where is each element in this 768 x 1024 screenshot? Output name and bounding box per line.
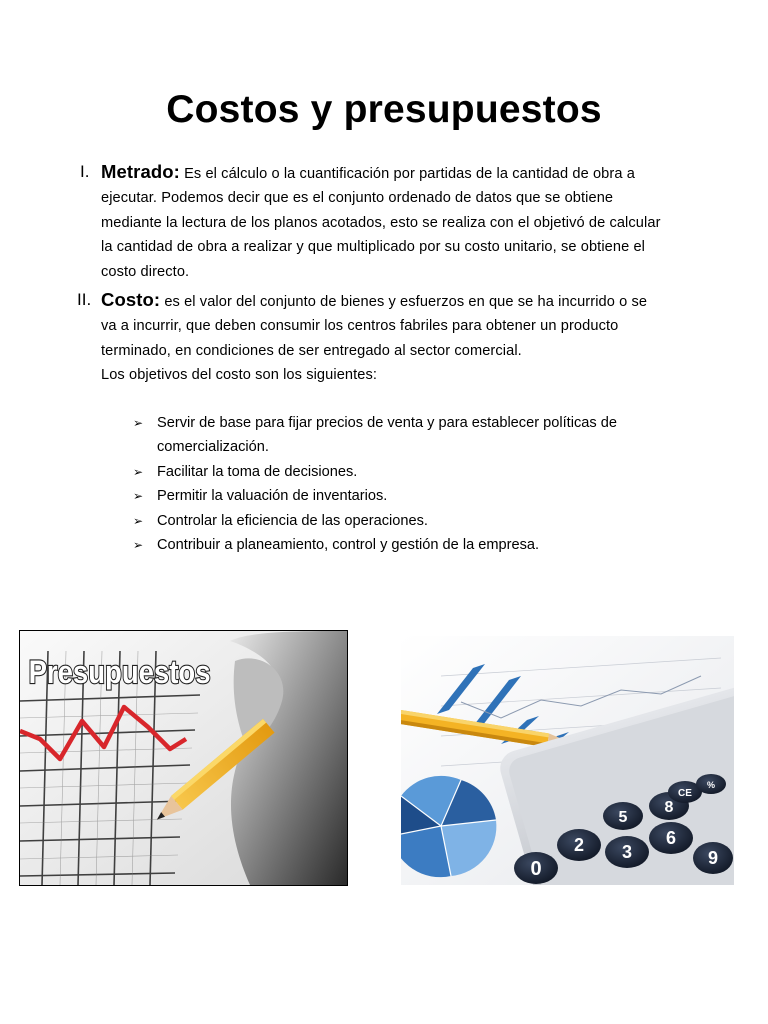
section-body [101, 160, 661, 284]
section-numeral: I. [80, 162, 90, 181]
list-item [133, 509, 673, 533]
calculator-key: 3 [621, 842, 633, 862]
charts-calculator-photo [401, 636, 734, 885]
calculator-key: 6 [665, 828, 677, 848]
calculator-key: 8 [664, 799, 674, 816]
arrow-bullet-icon: ➢ [133, 464, 144, 479]
objectives-list [133, 411, 673, 557]
list-item-text: Servir de base para fijar precios de venta y para establecer políticas de comercialización. [157, 415, 617, 456]
calculator-key: 2 [573, 835, 585, 855]
page-title: Costos y presupuestos [166, 88, 602, 131]
presupuestos-caption: Presupuestos [28, 655, 211, 691]
section-text: es el valor del conjunto de bienes y esfuerzos en que se ha incurrido o se va a incurrir, que deben consumir los centros fabriles para obtener un producto terminado, en condiciones de ser entregado al sector comercial. [101, 294, 648, 359]
list-item-text: Controlar la eficiencia de las operaciones. [157, 512, 428, 529]
section-term: Costo: [101, 289, 161, 310]
pencil-graph-illustration [20, 631, 347, 885]
arrow-bullet-icon: ➢ [133, 416, 144, 430]
calculator-key: 5 [618, 809, 628, 826]
list-item [133, 411, 673, 460]
list-item-text: Permitir la valuación de inventarios. [157, 488, 388, 505]
section-body [101, 288, 661, 388]
list-item-text: Facilitar la toma de decisiones. [157, 463, 358, 480]
arrow-bullet-icon: ➢ [133, 538, 144, 553]
section-text: Es el cálculo o la cuantificación por partidas de la cantidad de obra a ejecutar. Podemos decir que es el conjunto ordenado de datos que se obtiene mediante la lectura de los planos acotados, esto se realiza con el objetivó de calcular la cantidad de obra a realizar y que multiplicado por su costo unitario, se obtiene el costo directo. [101, 166, 661, 280]
calculator-key: % [706, 780, 716, 790]
list-item-text: Contribuir a planeamiento, control y gestión de la empresa. [157, 537, 540, 554]
arrow-bullet-icon: ➢ [133, 513, 144, 528]
list-item [133, 460, 673, 484]
presupuestos-photo [19, 630, 348, 886]
list-item [133, 533, 673, 557]
arrow-bullet-icon: ➢ [133, 489, 144, 504]
calculator-key: 0 [530, 858, 542, 880]
calculator-key: CE [678, 788, 692, 799]
list-item [133, 484, 673, 508]
calculator-key: 9 [707, 848, 719, 868]
objectives-intro: Los objetivos del costo son los siguientes: [101, 367, 378, 384]
charts-pencil-calculator-illustration [401, 636, 734, 885]
section-numeral: II. [77, 290, 92, 309]
section-term: Metrado: [101, 161, 180, 182]
